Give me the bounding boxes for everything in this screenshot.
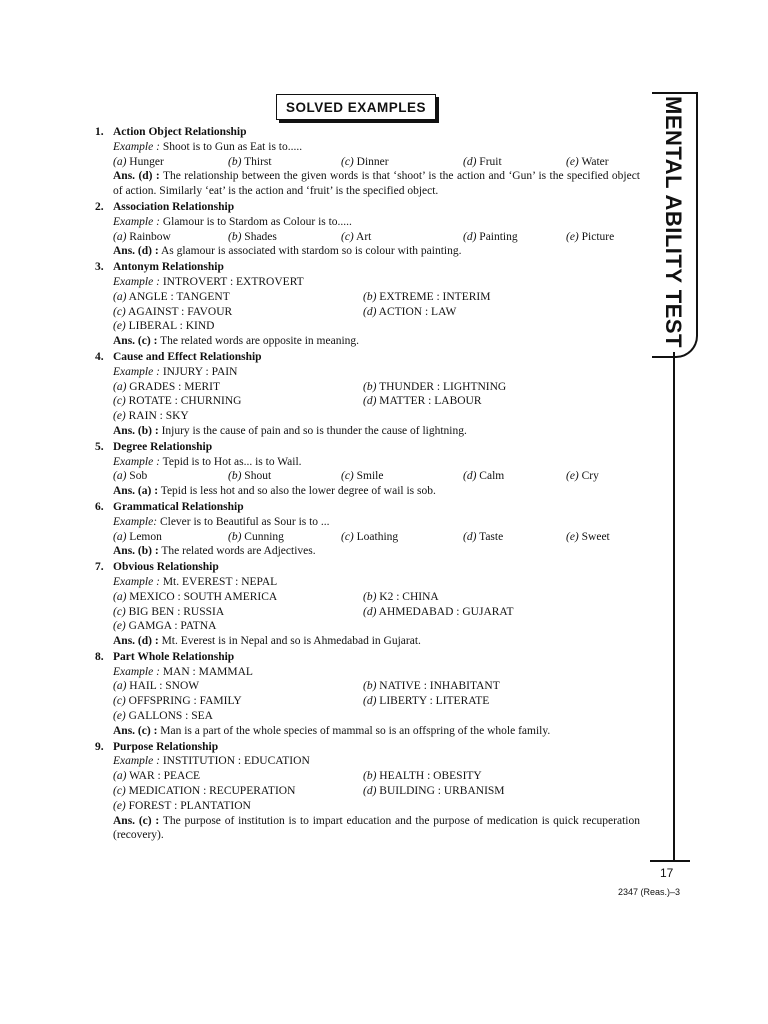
example-label: Example : [113, 455, 160, 468]
page-title: SOLVED EXAMPLES [285, 99, 427, 115]
option [341, 530, 398, 545]
option [113, 709, 213, 724]
example-text: INTROVERT : EXTROVERT [162, 275, 304, 288]
section-heading-text: Action Object Relationship [113, 126, 247, 138]
options-row [113, 319, 640, 334]
example-text: MAN : MAMMAL [162, 665, 253, 678]
option-text: FOREST : PLANTATION [128, 799, 251, 812]
example-section [95, 260, 640, 349]
section-heading-text: Part Whole Relationship [113, 650, 235, 663]
answer-text: Mt. Everest is in Nepal and so is Ahmedabad in Gujarat. [161, 635, 421, 648]
option [463, 469, 504, 484]
option-letter: (d) [363, 605, 377, 618]
example-line [113, 140, 640, 155]
option-letter: (c) [341, 530, 354, 543]
section-heading [95, 740, 640, 755]
section-heading-text: Degree Relationship [113, 440, 213, 453]
answer-text: The related words are Adjectives. [161, 545, 316, 558]
option-letter: (d) [463, 155, 477, 168]
option-letter: (b) [363, 380, 377, 393]
option-text: ANGLE : TANGENT [128, 290, 230, 303]
example-text: Clever is to Beautiful as Sour is to ... [159, 515, 330, 528]
example-text: Mt. EVEREST : NEPAL [162, 575, 278, 588]
option-letter: (d) [363, 695, 377, 708]
example-label: Example: [113, 515, 158, 528]
answer [113, 244, 640, 259]
option-text: MATTER : LABOUR [379, 395, 482, 408]
option-letter: (a) [113, 290, 127, 303]
answer [113, 169, 640, 199]
example-text: INJURY : PAIN [162, 365, 238, 378]
option-text: GRADES : MERIT [129, 380, 221, 393]
section-number: 6. [95, 500, 104, 513]
example-line [113, 275, 640, 290]
answer-label: Ans. (d) : [113, 245, 159, 258]
option-letter: (c) [341, 230, 354, 243]
section-heading [95, 350, 640, 365]
answer-label: Ans. (b) : [113, 424, 159, 437]
section-heading [95, 650, 640, 665]
section-heading-text: Cause and Effect Relationship [113, 350, 262, 363]
option-letter: (a) [113, 590, 127, 603]
options-row [113, 784, 640, 799]
option-letter: (b) [363, 590, 377, 603]
option [363, 305, 456, 320]
option [113, 394, 241, 409]
option-letter: (d) [463, 530, 477, 543]
answer [113, 814, 640, 844]
option [113, 290, 230, 305]
option [363, 769, 482, 784]
option-letter: (b) [363, 770, 377, 783]
option-text: BIG BEN : RUSSIA [128, 605, 225, 618]
option-letter: (e) [566, 230, 579, 243]
option [113, 694, 242, 709]
option [113, 530, 162, 545]
page-number-rule [650, 860, 690, 862]
option-letter: (e) [113, 799, 126, 812]
example-section [95, 500, 640, 559]
option [566, 230, 614, 245]
section-number: 4. [95, 350, 104, 363]
options-row [113, 409, 640, 424]
option-letter: (a) [113, 230, 127, 243]
section-number: 2. [95, 200, 104, 213]
side-rule [673, 352, 675, 860]
answer-label: Ans. (c) : [113, 724, 158, 737]
option [113, 380, 220, 395]
option [113, 409, 189, 424]
option-letter: (c) [113, 395, 126, 408]
option-letter: (a) [113, 155, 127, 168]
option-letter: (d) [363, 785, 377, 798]
option-text: ACTION : LAW [378, 305, 457, 318]
section-number: 8. [95, 650, 104, 663]
option-text: Sweet [581, 530, 610, 543]
option [113, 679, 199, 694]
answer-text: The purpose of institution is to impart education and the purpose of medication is quick recuperation (recovery). [113, 814, 640, 842]
option-text: AHMEDABAD : GUJARAT [378, 605, 514, 618]
option-text: Art [356, 230, 372, 243]
option-text: K2 : CHINA [379, 590, 439, 603]
answer [113, 334, 640, 349]
option [113, 305, 232, 320]
option-letter: (c) [341, 470, 354, 483]
answer-text: Injury is the cause of pain and so is thunder the cause of lightning. [161, 424, 467, 437]
options-row [113, 619, 640, 634]
answer [113, 424, 640, 439]
option-letter: (e) [113, 710, 126, 723]
section-heading-text: Antonym Relationship [113, 261, 224, 274]
answer-text: Man is a part of the whole species of mammal so is an offspring of the whole family. [160, 724, 551, 737]
page-number: 17 [660, 866, 674, 880]
section-number: 7. [95, 561, 104, 574]
options-row [113, 605, 640, 620]
option-text: Lemon [129, 530, 162, 543]
example-section [95, 350, 640, 439]
example-text: Tepid is to Hot as... is to Wail. [162, 455, 302, 468]
example-line [113, 665, 640, 680]
answer [113, 634, 640, 649]
answer [113, 544, 640, 559]
option [463, 530, 503, 545]
options-row [113, 530, 640, 545]
answer [113, 484, 640, 499]
option-text: HEALTH : OBESITY [379, 770, 482, 783]
answer-label: Ans. (d) : [113, 635, 159, 648]
example-text: Glamour is to Stardom as Colour is to..... [162, 215, 352, 228]
option-letter: (a) [113, 770, 127, 783]
option-text: Smile [356, 470, 384, 483]
answer-label: Ans. (c) : [113, 814, 160, 827]
example-line [113, 455, 640, 470]
option-letter: (b) [228, 155, 242, 168]
option-text: Taste [479, 530, 504, 543]
option-letter: (b) [228, 530, 242, 543]
option-text: THUNDER : LIGHTNING [379, 380, 507, 393]
option-text: OFFSPRING : FAMILY [128, 695, 242, 708]
option-text: GALLONS : SEA [128, 710, 213, 723]
option [341, 155, 389, 170]
example-label: Example : [113, 575, 160, 588]
option [113, 619, 216, 634]
option-letter: (e) [113, 320, 126, 333]
side-tab-label: MENTAL ABILITY TEST [661, 96, 687, 348]
section-heading-text: Association Relationship [113, 200, 235, 213]
option-text: NATIVE : INHABITANT [379, 680, 500, 693]
example-label: Example : [113, 755, 160, 768]
options-row [113, 469, 640, 484]
option [228, 469, 271, 484]
option [363, 784, 505, 799]
option-text: Shades [244, 230, 277, 243]
option-letter: (b) [228, 230, 242, 243]
options-row [113, 799, 640, 814]
example-line [113, 754, 640, 769]
option [228, 230, 277, 245]
example-label: Example : [113, 215, 160, 228]
option [363, 394, 482, 409]
section-heading-text: Grammatical Relationship [113, 500, 244, 513]
option-letter: (c) [113, 305, 126, 318]
option [363, 605, 513, 620]
option-text: Fruit [479, 155, 502, 168]
option-text: Shout [244, 470, 272, 483]
section-number: 9. [95, 740, 104, 753]
answer-label: Ans. (c) : [113, 335, 158, 348]
answer-label: Ans. (a) : [113, 485, 159, 498]
option [113, 799, 251, 814]
option-text: Cunning [244, 530, 284, 543]
options-row [113, 305, 640, 320]
option [113, 230, 171, 245]
option [363, 290, 490, 305]
option-text: LIBERAL : KIND [128, 320, 215, 333]
option-letter: (a) [113, 530, 127, 543]
answer-label: Ans. (d) : [113, 170, 160, 183]
example-label: Example : [113, 365, 160, 378]
options-row [113, 709, 640, 724]
option-text: LIBERTY : LITERATE [379, 695, 490, 708]
option-text: Picture [581, 230, 615, 243]
example-line [113, 215, 640, 230]
option-letter: (e) [113, 410, 126, 423]
option [363, 590, 439, 605]
answer-text: Tepid is less hot and so also the lower degree of wail is sob. [160, 485, 436, 498]
option-letter: (d) [463, 470, 477, 483]
example-line [113, 365, 640, 380]
option-text: Calm [479, 470, 505, 483]
example-line [113, 515, 640, 530]
options-row [113, 769, 640, 784]
option-letter: (c) [113, 605, 126, 618]
option-letter: (e) [566, 530, 579, 543]
option [113, 784, 295, 799]
option-letter: (e) [113, 620, 126, 633]
example-text: Shoot is to Gun as Eat is to..... [162, 140, 303, 153]
option-text: Loathing [356, 530, 399, 543]
section-heading [95, 560, 640, 575]
example-section [95, 200, 640, 259]
section-heading [95, 200, 640, 215]
option [341, 230, 371, 245]
answer-text: The relationship between the given words is that ‘shoot’ is the action and ‘Gun’ is the specified object of action. Similarly ‘eat’ is the action and ‘fruit’ is the specified object. [113, 170, 641, 198]
option-letter: (a) [113, 470, 127, 483]
example-section [95, 650, 640, 739]
option-text: GAMGA : PATNA [128, 620, 217, 633]
section-heading [95, 260, 640, 275]
option-text: MEXICO : SOUTH AMERICA [129, 590, 278, 603]
example-text: INSTITUTION : EDUCATION [162, 755, 310, 768]
option-letter: (a) [113, 380, 127, 393]
option-text: Dinner [356, 155, 389, 168]
option-text: Thirst [244, 155, 272, 168]
option-letter: (e) [566, 155, 579, 168]
option-text: BUILDING : URBANISM [379, 785, 505, 798]
print-code: 2347 (Reas.)–3 [618, 887, 681, 897]
section-heading [95, 125, 640, 140]
options-row [113, 290, 640, 305]
answer-label: Ans. (b) : [113, 545, 159, 558]
option-text: EXTREME : INTERIM [379, 290, 491, 303]
section-heading-text: Purpose Relationship [113, 740, 219, 753]
example-section [95, 560, 640, 649]
options-row [113, 230, 640, 245]
option [463, 155, 502, 170]
option-text: HAIL : SNOW [129, 680, 200, 693]
option [566, 155, 609, 170]
option [113, 469, 147, 484]
option-text: MEDICATION : RECUPERATION [128, 785, 296, 798]
options-row [113, 155, 640, 170]
example-label: Example : [113, 665, 160, 678]
answer-text: As glamour is associated with stardom so is colour with painting. [160, 245, 462, 258]
examples-list [95, 125, 640, 844]
section-heading [95, 440, 640, 455]
section-number: 3. [95, 261, 104, 274]
option [113, 155, 164, 170]
option-text: AGAINST : FAVOUR [128, 305, 233, 318]
example-section [95, 125, 640, 199]
option [113, 605, 224, 620]
option [228, 155, 272, 170]
option-letter: (a) [113, 680, 127, 693]
example-label: Example : [113, 140, 160, 153]
option [566, 530, 610, 545]
option-letter: (c) [113, 785, 126, 798]
option [363, 694, 489, 709]
option-letter: (d) [363, 395, 377, 408]
option-letter: (c) [341, 155, 354, 168]
options-row [113, 394, 640, 409]
option-letter: (c) [113, 695, 126, 708]
section-number: 5. [95, 440, 104, 453]
option [113, 590, 277, 605]
answer [113, 724, 640, 739]
option-text: Sob [129, 470, 148, 483]
options-row [113, 694, 640, 709]
option [341, 469, 383, 484]
option-text: Water [581, 155, 609, 168]
answer-text: The related words are opposite in meaning. [160, 335, 360, 348]
option-text: Painting [479, 230, 518, 243]
options-row [113, 380, 640, 395]
example-section [95, 440, 640, 499]
option-text: Cry [581, 470, 599, 483]
example-section [95, 740, 640, 844]
option [113, 769, 200, 784]
option-text: RAIN : SKY [128, 410, 189, 423]
option-text: WAR : PEACE [129, 770, 201, 783]
option-letter: (b) [363, 290, 377, 303]
option-text: Rainbow [129, 230, 171, 243]
option-letter: (b) [228, 470, 242, 483]
option-letter: (d) [463, 230, 477, 243]
option-letter: (b) [363, 680, 377, 693]
option [363, 679, 500, 694]
option-text: Hunger [129, 155, 164, 168]
example-label: Example : [113, 275, 160, 288]
options-row [113, 590, 640, 605]
options-row [113, 679, 640, 694]
option [566, 469, 599, 484]
section-number: 1. [95, 126, 104, 138]
section-title-box [276, 94, 436, 120]
option [463, 230, 518, 245]
section-heading-text: Obvious Relationship [113, 561, 219, 574]
option [363, 380, 506, 395]
option-letter: (e) [566, 470, 579, 483]
option-letter: (d) [363, 305, 377, 318]
option [113, 319, 214, 334]
section-heading [95, 500, 640, 515]
option [228, 530, 284, 545]
option-text: ROTATE : CHURNING [128, 395, 242, 408]
example-line [113, 575, 640, 590]
